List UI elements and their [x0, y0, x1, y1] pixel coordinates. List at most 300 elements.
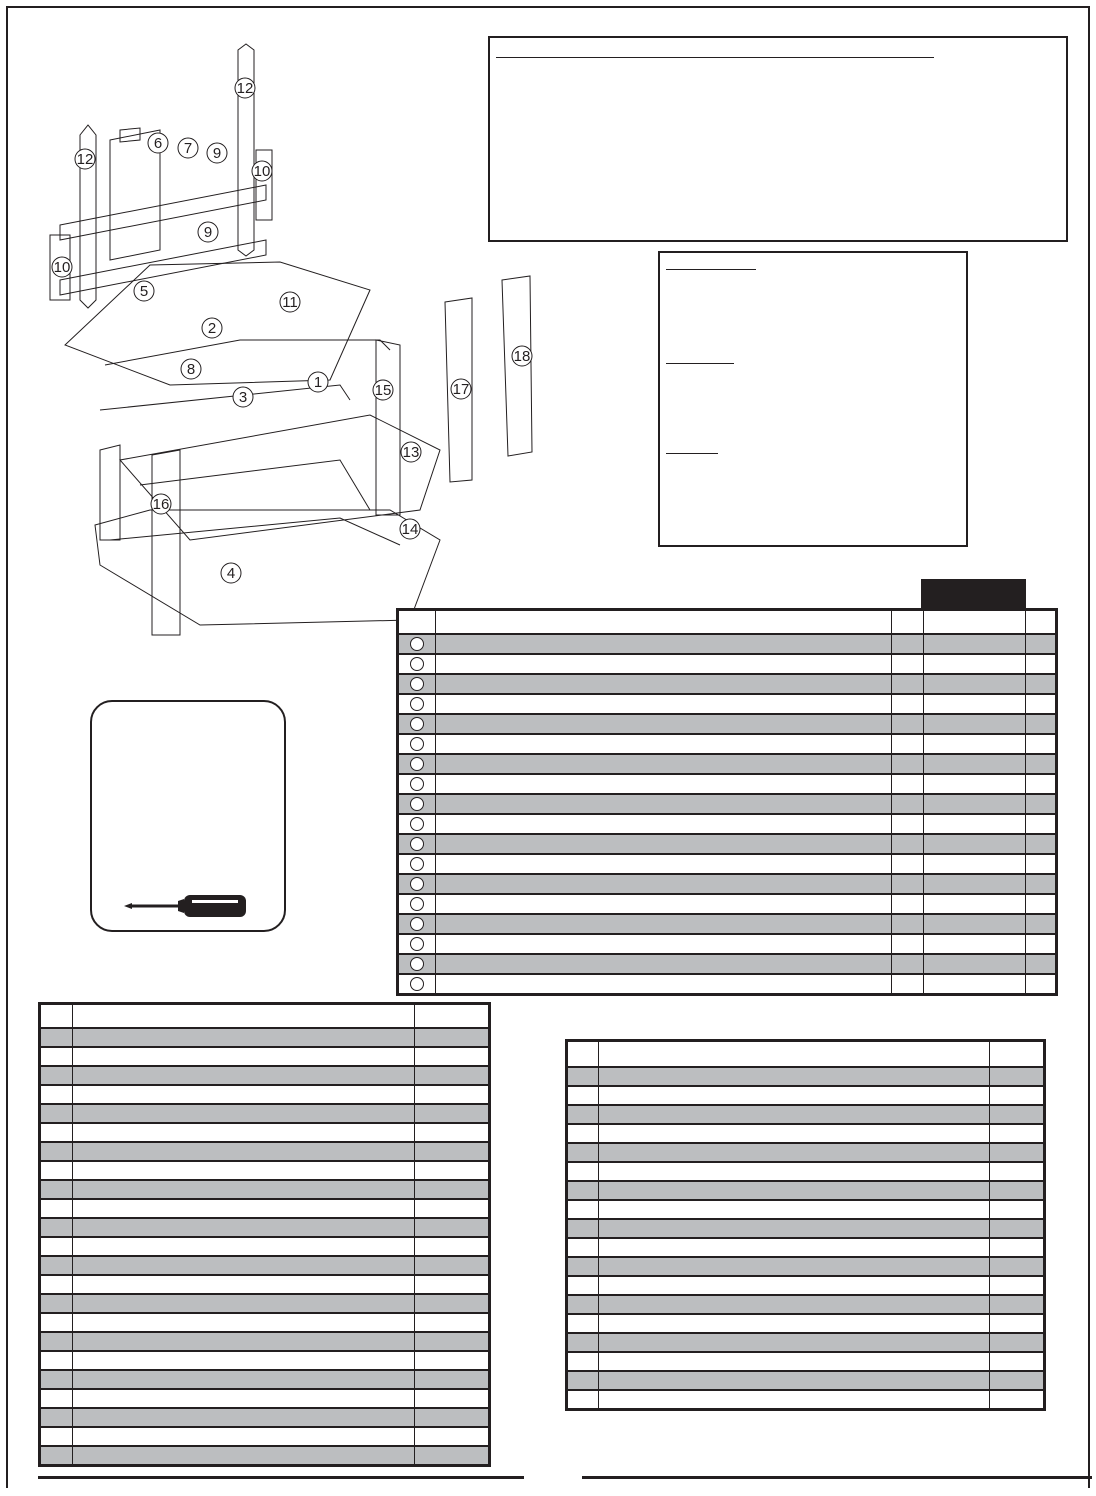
table-cell [567, 1371, 599, 1390]
svg-text:2: 2 [207, 320, 217, 337]
svg-text:14: 14 [401, 521, 419, 538]
table-cell [415, 1085, 490, 1104]
table-cell [73, 1085, 415, 1104]
table-cell [892, 794, 924, 814]
table-row [398, 914, 1057, 934]
table-cell [436, 634, 892, 654]
table-row [567, 1238, 1045, 1257]
table-cell [73, 1275, 415, 1294]
table-row [398, 834, 1057, 854]
table-cell [73, 1218, 415, 1237]
table-row [40, 1427, 490, 1446]
table-cell [1026, 714, 1057, 734]
table-cell [415, 1351, 490, 1370]
table-cell [398, 894, 436, 914]
header-cell [398, 610, 436, 635]
table-cell [415, 1446, 490, 1466]
table-cell [892, 634, 924, 654]
table-cell [990, 1257, 1045, 1276]
callout-10-left [52, 257, 72, 277]
part-number-circle [410, 937, 424, 951]
table-row [398, 854, 1057, 874]
info-heading-rule-3 [666, 453, 718, 454]
callout-9-top [207, 143, 227, 163]
table-cell [73, 1047, 415, 1066]
table-row [40, 1123, 490, 1142]
table-cell [40, 1351, 73, 1370]
callout-8 [181, 359, 201, 379]
table-row [40, 1180, 490, 1199]
table-header-row [398, 610, 1057, 635]
callout-12-top [235, 78, 255, 98]
table-cell [73, 1104, 415, 1123]
part-number-circle [410, 857, 424, 871]
table-cell [990, 1390, 1045, 1410]
table-cell [415, 1123, 490, 1142]
table-cell [398, 774, 436, 794]
table-cell [990, 1333, 1045, 1352]
header-cell [892, 610, 924, 635]
table-cell [415, 1180, 490, 1199]
table-cell [990, 1371, 1045, 1390]
callout-10-right [252, 161, 272, 181]
table-row [567, 1086, 1045, 1105]
table-cell [924, 854, 1026, 874]
table-row [398, 674, 1057, 694]
table-cell [73, 1256, 415, 1275]
table-cell [436, 674, 892, 694]
table-cell [990, 1276, 1045, 1295]
table-row [40, 1161, 490, 1180]
table-cell [924, 754, 1026, 774]
callout-2 [202, 318, 222, 338]
table-cell [1026, 654, 1057, 674]
table-cell [73, 1389, 415, 1408]
table-cell [1026, 754, 1057, 774]
table-cell [415, 1104, 490, 1123]
svg-text:12: 12 [76, 151, 94, 168]
table-cell [40, 1066, 73, 1085]
table-cell [892, 714, 924, 734]
table-row [40, 1066, 490, 1085]
table-row [40, 1199, 490, 1218]
table-cell [415, 1313, 490, 1332]
table-cell [599, 1086, 990, 1105]
svg-text:9: 9 [212, 145, 222, 162]
table-cell [40, 1275, 73, 1294]
table-cell [924, 694, 1026, 714]
table-row [567, 1200, 1045, 1219]
table-row [567, 1295, 1045, 1314]
table-cell [990, 1352, 1045, 1371]
table-cell [398, 634, 436, 654]
svg-text:6: 6 [153, 135, 163, 152]
table-cell [73, 1199, 415, 1218]
table-cell [40, 1142, 73, 1161]
table-row [398, 654, 1057, 674]
table-cell [40, 1161, 73, 1180]
table-row [398, 754, 1057, 774]
svg-text:12: 12 [236, 80, 254, 97]
table-cell [567, 1314, 599, 1333]
footer-rule-left [38, 1476, 524, 1479]
table-cell [567, 1295, 599, 1314]
callout-7 [178, 138, 198, 158]
part-number-circle [410, 637, 424, 651]
table-row [567, 1257, 1045, 1276]
table-row [567, 1105, 1045, 1124]
table-cell [415, 1427, 490, 1446]
table-row [398, 734, 1057, 754]
header-cell [990, 1041, 1045, 1068]
table-cell [398, 854, 436, 874]
table-row [567, 1124, 1045, 1143]
table-cell [924, 674, 1026, 694]
table-cell [40, 1199, 73, 1218]
table-cell [892, 914, 924, 934]
table-cell [990, 1295, 1045, 1314]
table-cell [599, 1162, 990, 1181]
table-row [40, 1237, 490, 1256]
table-cell [1026, 734, 1057, 754]
table-cell [892, 814, 924, 834]
table-cell [924, 634, 1026, 654]
table-cell [73, 1313, 415, 1332]
table-cell [599, 1219, 990, 1238]
footer-rule-right [582, 1476, 1092, 1479]
table-cell [599, 1238, 990, 1257]
table-cell [73, 1294, 415, 1313]
table-cell [567, 1333, 599, 1352]
table-row [398, 894, 1057, 914]
info-box [658, 251, 968, 547]
table-row [40, 1142, 490, 1161]
table-cell [892, 754, 924, 774]
table-cell [599, 1143, 990, 1162]
table-cell [924, 774, 1026, 794]
table-cell [990, 1181, 1045, 1200]
table-cell [599, 1181, 990, 1200]
table-row [398, 934, 1057, 954]
table-cell [415, 1047, 490, 1066]
table-cell [892, 874, 924, 894]
table-cell [436, 814, 892, 834]
table-cell [40, 1446, 73, 1466]
table-cell [40, 1294, 73, 1313]
table-cell [436, 774, 892, 794]
table-cell [40, 1028, 73, 1047]
hardware-table-left [38, 1002, 491, 1467]
table-cell [924, 834, 1026, 854]
callout-1 [308, 372, 328, 392]
table-row [398, 974, 1057, 995]
table-cell [599, 1257, 990, 1276]
table-cell [415, 1028, 490, 1047]
table-header-row [567, 1041, 1045, 1068]
table-cell [892, 974, 924, 995]
table-cell [924, 734, 1026, 754]
table-cell [892, 694, 924, 714]
table-cell [436, 794, 892, 814]
table-cell [924, 954, 1026, 974]
table-cell [924, 794, 1026, 814]
part-number-circle [410, 757, 424, 771]
table-cell [436, 694, 892, 714]
table-cell [40, 1237, 73, 1256]
table-cell [40, 1104, 73, 1123]
header-cell [73, 1004, 415, 1029]
callout-18 [512, 346, 532, 366]
table-cell [892, 774, 924, 794]
callout-9-mid [198, 222, 218, 242]
table-row [567, 1314, 1045, 1333]
part-number-circle [410, 717, 424, 731]
table-cell [398, 834, 436, 854]
table-cell [567, 1390, 599, 1410]
table-cell [990, 1314, 1045, 1333]
table-cell [1026, 934, 1057, 954]
table-row [398, 794, 1057, 814]
svg-text:1: 1 [313, 374, 323, 391]
table-cell [73, 1142, 415, 1161]
header-cell [924, 610, 1026, 635]
table-header-row [40, 1004, 490, 1029]
table-cell [567, 1181, 599, 1200]
table-cell [1026, 774, 1057, 794]
table-cell [599, 1333, 990, 1352]
table-row [567, 1067, 1045, 1086]
table-cell [398, 914, 436, 934]
table-cell [990, 1067, 1045, 1086]
svg-text:4: 4 [226, 565, 236, 582]
table-cell [599, 1124, 990, 1143]
table-row [567, 1276, 1045, 1295]
table-cell [1026, 834, 1057, 854]
table-cell [567, 1067, 599, 1086]
table-row [567, 1181, 1045, 1200]
table-cell [436, 974, 892, 995]
table-row [40, 1294, 490, 1313]
table-cell [436, 734, 892, 754]
table-cell [892, 934, 924, 954]
table-cell [73, 1066, 415, 1085]
callout-15 [373, 380, 393, 400]
table-row [567, 1390, 1045, 1410]
table-row [40, 1218, 490, 1237]
table-cell [924, 814, 1026, 834]
table-cell [415, 1142, 490, 1161]
header-cell [599, 1041, 990, 1068]
table-cell [1026, 894, 1057, 914]
table-cell [567, 1276, 599, 1295]
table-cell [990, 1162, 1045, 1181]
table-cell [398, 954, 436, 974]
table-cell [40, 1180, 73, 1199]
callout-14 [400, 519, 420, 539]
table-cell [415, 1161, 490, 1180]
notice-heading-rule [496, 57, 934, 58]
table-cell [436, 934, 892, 954]
table-cell [415, 1370, 490, 1389]
svg-text:5: 5 [139, 283, 149, 300]
table-cell [599, 1295, 990, 1314]
table-cell [990, 1124, 1045, 1143]
table-cell [40, 1370, 73, 1389]
table-cell [567, 1124, 599, 1143]
table-cell [415, 1066, 490, 1085]
table-cell [415, 1294, 490, 1313]
table-cell [415, 1275, 490, 1294]
table-cell [924, 874, 1026, 894]
table-cell [398, 974, 436, 995]
table-row [567, 1333, 1045, 1352]
table-cell [567, 1162, 599, 1181]
svg-text:13: 13 [402, 444, 420, 461]
screwdriver-icon [122, 892, 252, 922]
table-cell [924, 914, 1026, 934]
table-cell [1026, 634, 1057, 654]
table-row [398, 954, 1057, 974]
table-cell [40, 1218, 73, 1237]
table-cell [567, 1257, 599, 1276]
table-row [398, 634, 1057, 654]
table-cell [599, 1276, 990, 1295]
table-cell [40, 1427, 73, 1446]
table-row [40, 1446, 490, 1466]
table-cell [1026, 814, 1057, 834]
table-cell [40, 1313, 73, 1332]
table-row [40, 1408, 490, 1427]
table-cell [73, 1446, 415, 1466]
table-cell [567, 1143, 599, 1162]
table-cell [40, 1085, 73, 1104]
part-number-circle [410, 977, 424, 991]
table-cell [599, 1314, 990, 1333]
callout-4 [221, 563, 241, 583]
table-cell [436, 834, 892, 854]
table-row [398, 774, 1057, 794]
svg-text:18: 18 [513, 348, 531, 365]
header-cell [415, 1004, 490, 1029]
table-cell [398, 794, 436, 814]
part-number-circle [410, 837, 424, 851]
table-cell [40, 1123, 73, 1142]
info-heading-rule-2 [666, 363, 734, 364]
table-cell [73, 1427, 415, 1446]
table-cell [40, 1047, 73, 1066]
table-row [40, 1332, 490, 1351]
table-row [398, 714, 1057, 734]
svg-text:16: 16 [152, 496, 170, 513]
svg-text:11: 11 [282, 294, 298, 311]
table-cell [990, 1200, 1045, 1219]
part-number-circle [410, 817, 424, 831]
table-cell [924, 974, 1026, 995]
table-cell [415, 1218, 490, 1237]
table-cell [990, 1238, 1045, 1257]
part-number-circle [410, 677, 424, 691]
svg-text:10: 10 [53, 259, 71, 276]
table-cell [892, 954, 924, 974]
svg-text:17: 17 [452, 381, 470, 398]
table-cell [567, 1105, 599, 1124]
table-row [40, 1389, 490, 1408]
table-cell [1026, 674, 1057, 694]
table-cell [567, 1352, 599, 1371]
svg-text:15: 15 [374, 382, 392, 399]
parts-table [396, 608, 1058, 996]
table-cell [892, 654, 924, 674]
table-cell [1026, 794, 1057, 814]
part-number-circle [410, 697, 424, 711]
table-cell [1026, 854, 1057, 874]
table-cell [924, 894, 1026, 914]
table-row [40, 1313, 490, 1332]
table-row [40, 1275, 490, 1294]
part-number-circle [410, 737, 424, 751]
table-row [567, 1143, 1045, 1162]
table-cell [436, 714, 892, 734]
table-cell [73, 1123, 415, 1142]
svg-text:3: 3 [238, 389, 248, 406]
part-number-circle [410, 897, 424, 911]
table-cell [436, 654, 892, 674]
table-cell [567, 1238, 599, 1257]
header-cell [1026, 610, 1057, 635]
table-cell [892, 894, 924, 914]
callout-13 [401, 442, 421, 462]
svg-text:8: 8 [186, 361, 196, 378]
table-cell [73, 1161, 415, 1180]
hardware-table-right [565, 1039, 1046, 1411]
table-cell [415, 1332, 490, 1351]
table-cell [567, 1219, 599, 1238]
table-cell [599, 1390, 990, 1410]
table-cell [990, 1086, 1045, 1105]
table-cell [1026, 874, 1057, 894]
table-row [40, 1085, 490, 1104]
table-cell [73, 1370, 415, 1389]
table-cell [599, 1067, 990, 1086]
table-cell [398, 814, 436, 834]
info-heading-rule-1 [666, 269, 756, 270]
table-cell [892, 834, 924, 854]
table-cell [40, 1389, 73, 1408]
table-cell [73, 1351, 415, 1370]
table-cell [398, 734, 436, 754]
table-cell [415, 1199, 490, 1218]
table-cell [415, 1256, 490, 1275]
table-cell [436, 874, 892, 894]
table-cell [567, 1200, 599, 1219]
part-number-circle [410, 917, 424, 931]
table-cell [415, 1389, 490, 1408]
table-row [40, 1351, 490, 1370]
table-cell [1026, 914, 1057, 934]
part-number-circle [410, 877, 424, 891]
table-cell [73, 1332, 415, 1351]
tools-box [90, 700, 286, 932]
callout-11 [280, 292, 300, 312]
table-cell [398, 754, 436, 774]
table-row [40, 1047, 490, 1066]
callout-16 [151, 494, 171, 514]
table-row [398, 874, 1057, 894]
table-row [40, 1104, 490, 1123]
table-cell [599, 1371, 990, 1390]
table-cell [990, 1105, 1045, 1124]
svg-text:7: 7 [183, 140, 193, 157]
